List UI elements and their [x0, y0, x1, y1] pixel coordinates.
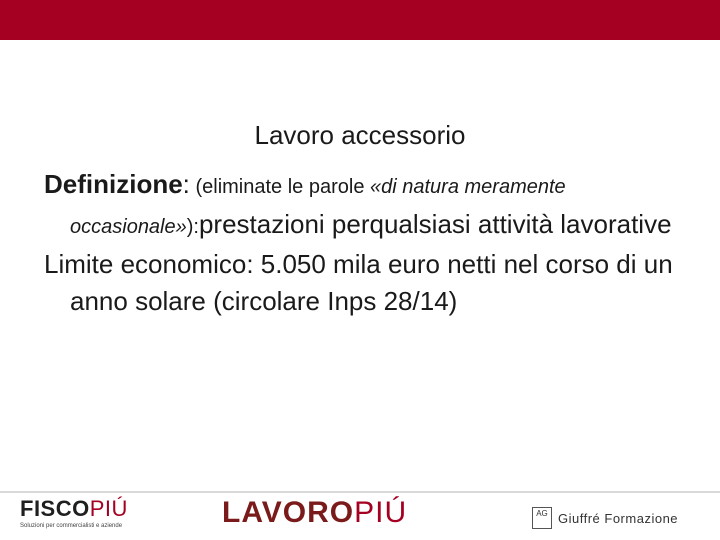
limit-paragraph: Limite economico: 5.050 mila euro netti nel corso di un anno solare (circolare Inps 28/14): [44, 249, 673, 316]
slide-body: [44, 166, 694, 320]
lavoro-text: LAVORO: [222, 496, 355, 529]
ag-icon: AG: [532, 507, 552, 529]
definition-note-prefix: (eliminate le parole: [189, 176, 370, 198]
lavoro-piu-text: PIÚ: [354, 496, 408, 529]
footer-divider: [0, 491, 720, 493]
definition-note-suffix: ):: [186, 216, 199, 238]
fiscopiu-logo: [20, 496, 140, 536]
fiscopiu-tagline: Soluzioni per commercialisti e aziende: [20, 523, 123, 529]
giuffre-wordmark: Giuffré Formazione: [558, 510, 679, 526]
slide-title: Lavoro accessorio: [254, 120, 466, 150]
definition-colon: :: [182, 169, 190, 199]
giuffre-logo: [532, 505, 678, 531]
fisco-piu-text: PIÚ: [89, 496, 128, 521]
top-banner: [0, 0, 720, 40]
definition-paragraph: [44, 166, 694, 246]
definition-label: Definizione: [44, 169, 183, 199]
lavoropiu-logo: [222, 496, 407, 530]
definition-text: prestazioni perqualsiasi attività lavorative: [198, 209, 672, 239]
fiscopiu-wordmark: [20, 496, 140, 522]
definition-note-italic: «di natura meramente occasionale»: [70, 176, 566, 238]
fisco-text: FISCO: [20, 496, 90, 521]
